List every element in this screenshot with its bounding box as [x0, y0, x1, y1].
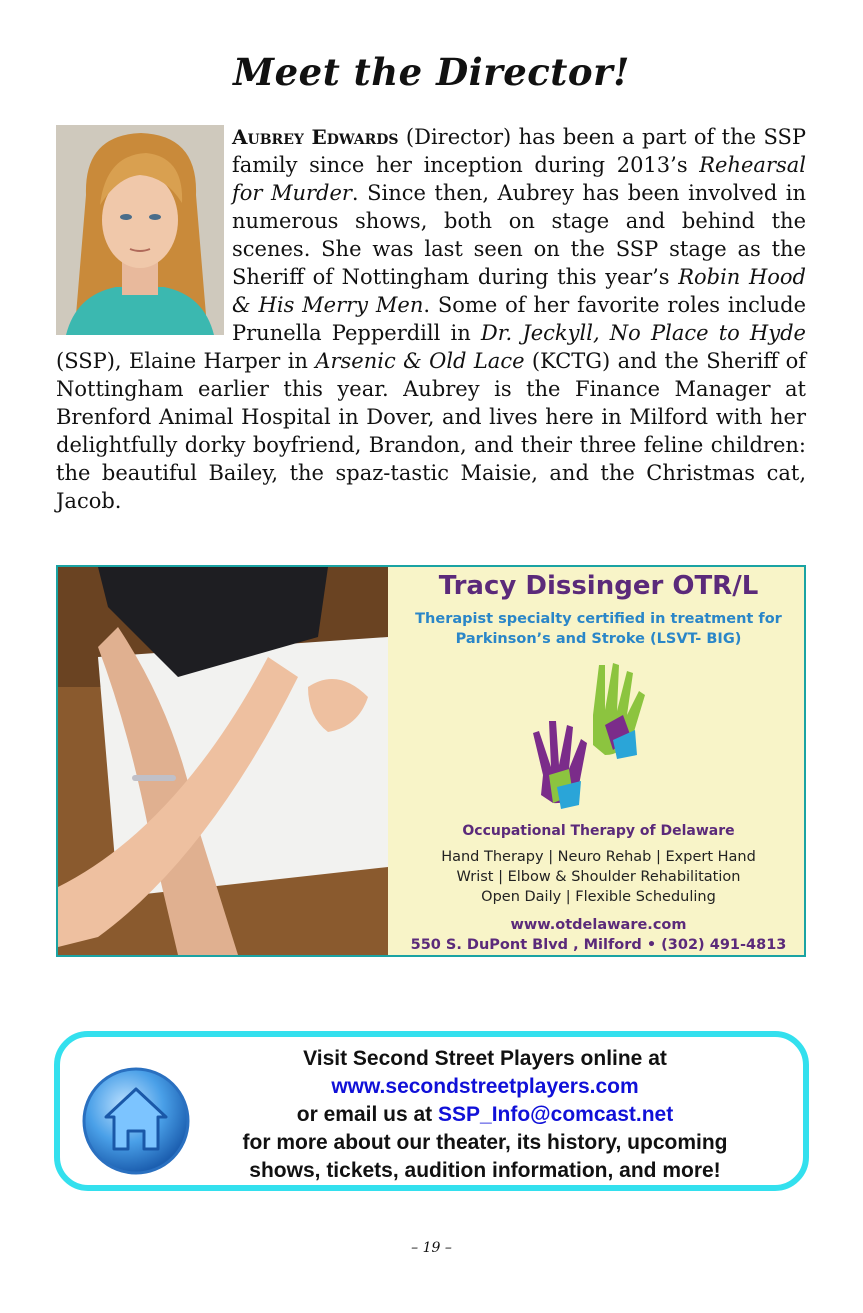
show-title: Dr. Jeckyll, No Place to Hyde: [480, 321, 806, 345]
bio-text: . Some of her favorite roles include Prunella Pepperdill in: [232, 293, 806, 345]
therapy-advertisement: [56, 565, 806, 957]
ad-address: 550 S. DuPont Blvd , Milford • (302) 491-4813: [410, 937, 787, 953]
handprints-logo: [513, 655, 683, 815]
show-title: Rehearsal for Murder: [232, 153, 806, 205]
visit-line: for more about our theater, its history, upcoming: [242, 1131, 728, 1154]
visit-line: Visit Second Street Players online at: [303, 1047, 667, 1070]
visit-text: [205, 1045, 765, 1185]
director-name: Aubrey Edwards: [232, 125, 399, 149]
bio-text: (SSP), Elaine Harper in: [56, 349, 316, 373]
company-name: Occupational Therapy of Delaware: [462, 823, 735, 839]
director-bio: [56, 123, 806, 515]
director-photo: [56, 125, 224, 335]
show-title: Robin Hood & His Merry Men: [232, 265, 806, 317]
theater-website-link[interactable]: www.secondstreetplayers.com: [331, 1075, 639, 1098]
therapy-ad-text: [393, 567, 804, 955]
visit-line: shows, tickets, audition information, and more!: [249, 1159, 721, 1182]
email-line: or email us at SSP_Info@comcast.net: [296, 1103, 674, 1126]
page-title: Meet the Director!: [233, 50, 630, 94]
bio-text: . Since then, Aubrey has been involved in numerous shows, both on stage and behind the scenes. She was last seen on the SSP stage as the Sheriff of Nottingham during this year’s: [232, 181, 806, 289]
home-icon[interactable]: [80, 1065, 192, 1177]
services-list: Hand Therapy | Neuro Rehab | Expert Hand Wrist | Elbow & Shoulder Rehabilitation Open Daily | Flexible Scheduling: [441, 849, 756, 905]
ad-website: www.otdelaware.com: [510, 917, 687, 933]
email-link[interactable]: SSP_Info@comcast.net: [438, 1103, 674, 1126]
therapist-specialty: Therapist specialty certified in treatment for Parkinson’s and Stroke (LSVT- BIG): [415, 611, 782, 647]
visit-website-box: [54, 1031, 809, 1191]
bio-text: (KCTG) and the Sheriff of Nottingham earlier this year. Aubrey is the Finance Manager at Brenford Animal Hospital in Dover, and lives here in Milford with her delightfully dorky boyfriend, Brandon, and their three feline children: the beautiful Bailey, the spaz-tastic Maisie, and the Christmas cat, Jacob.: [56, 349, 806, 513]
therapy-photo: [58, 567, 388, 955]
page-number: – 19 –: [411, 1240, 452, 1256]
show-title: Arsenic & Old Lace: [315, 349, 525, 373]
bio-text: (Director) has been a part of the SSP family since her inception during 2013’s: [232, 125, 806, 177]
therapist-name: Tracy Dissinger OTR/L: [438, 571, 759, 601]
